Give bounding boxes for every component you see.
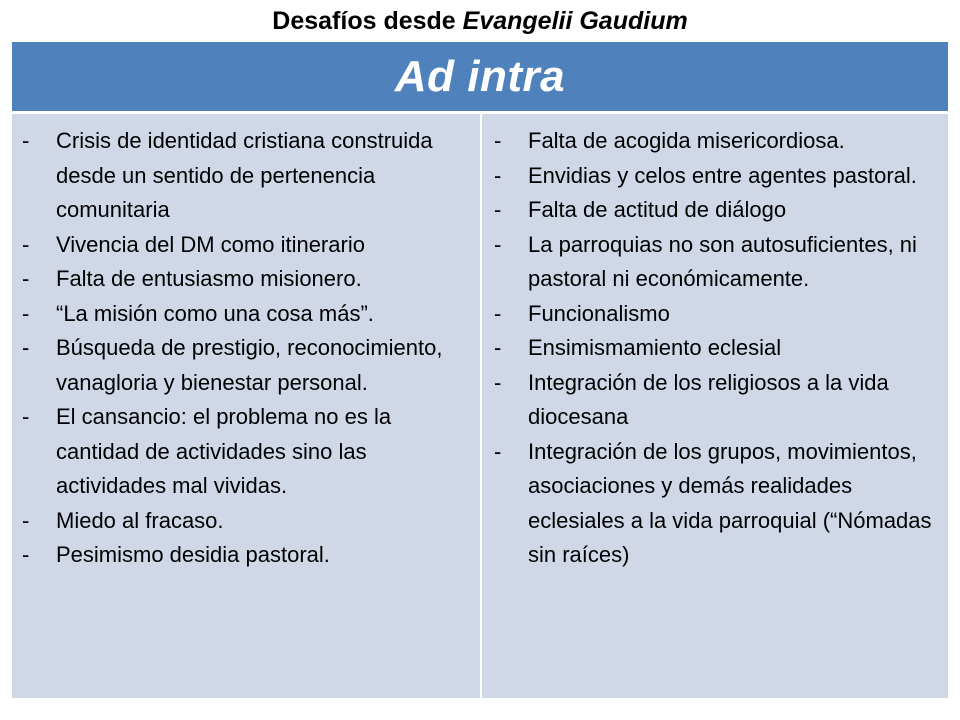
right-column [480, 114, 948, 698]
list-item [22, 124, 472, 228]
bullet-dash: - [22, 231, 30, 257]
slide-title-italic: Evangelii Gaudium [462, 7, 688, 35]
list-item [22, 400, 472, 504]
list-item-text: Falta de actitud de diálogo [528, 197, 787, 222]
list-item [22, 228, 472, 263]
bullet-dash: - [22, 300, 30, 326]
list-item-text: El cansancio: el problema no es la cantidad de actividades sino las actividades mal vividas. [56, 404, 392, 498]
list-item-text: Falta de entusiasmo misionero. [56, 266, 362, 291]
slide-title [0, 4, 960, 38]
list-item [494, 124, 940, 159]
list-item [22, 504, 472, 539]
list-item [22, 262, 472, 297]
list-item [494, 331, 940, 366]
challenges-table [12, 42, 948, 698]
list-item-text: Ensimismamiento eclesial [528, 335, 782, 360]
bullet-dash: - [494, 231, 502, 257]
list-item-text: Falta de acogida misericordiosa. [528, 128, 845, 153]
bullet-dash: - [494, 162, 502, 188]
bullet-dash: - [22, 507, 30, 533]
bullet-dash: - [22, 335, 30, 360]
bullet-dash: - [22, 266, 30, 291]
list-item-text: Integración de los religiosos a la vida diocesana [528, 369, 889, 429]
bullet-dash: - [22, 404, 30, 429]
list-item-text: La parroquias no son autosuficientes, ni pastoral ni económicamente. [528, 231, 917, 291]
left-list [22, 124, 472, 573]
list-item-text: Integración de los grupos, movimientos, asociaciones y demás realidades eclesiales a la vida parroquial (“Nómadas sin raíces) [528, 438, 932, 567]
bullet-dash: - [22, 128, 30, 153]
list-item [494, 435, 940, 573]
bullet-dash: - [494, 197, 502, 222]
table-header-label: Ad intra [394, 51, 566, 101]
bullet-dash: - [494, 369, 502, 395]
list-item-text: Búsqueda de prestigio, reconocimiento, vanagloria y bienestar personal. [56, 335, 443, 395]
list-item-text: Pesimismo desidia pastoral. [56, 542, 330, 567]
list-item [22, 297, 472, 332]
list-item [494, 193, 940, 228]
bullet-dash: - [494, 300, 502, 326]
slide-title-prefix: Desafíos desde [272, 7, 463, 35]
list-item [494, 297, 940, 332]
bullet-dash: - [494, 128, 502, 153]
list-item [22, 538, 472, 573]
list-item-text: Envidias y celos entre agentes pastoral. [528, 162, 917, 188]
table-header [12, 42, 948, 114]
list-item-text: Vivencia del DM como itinerario [56, 231, 365, 257]
bullet-dash: - [22, 542, 30, 567]
list-item [494, 228, 940, 297]
list-item-text: Funcionalismo [528, 300, 670, 326]
list-item-text: Crisis de identidad cristiana construida desde un sentido de pertenencia comunitaria [56, 128, 433, 222]
list-item [22, 331, 472, 400]
right-list [494, 124, 940, 573]
list-item [494, 366, 940, 435]
list-item-text: “La misión como una cosa más”. [56, 300, 374, 326]
list-item-text: Miedo al fracaso. [56, 507, 224, 533]
list-item [494, 159, 940, 194]
bullet-dash: - [494, 335, 502, 360]
bullet-dash: - [494, 438, 502, 464]
left-column [12, 114, 480, 698]
